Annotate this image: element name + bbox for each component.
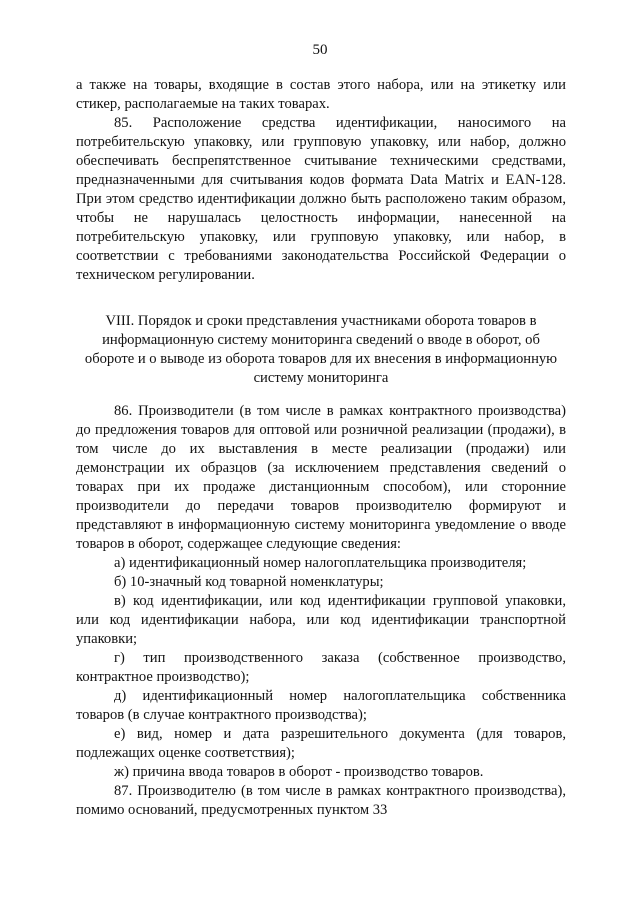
list-item-a: а) идентификационный номер налогоплательщика производителя;	[114, 555, 527, 571]
paragraph-87: 87. Производителю (в том числе в рамках контрактного производства), помимо оснований, предусмотренных пунктом 33	[76, 783, 566, 818]
list-item-zh: ж) причина ввода товаров в оборот - производство товаров.	[114, 764, 484, 780]
section-heading: VIII. Порядок и сроки представления участниками оборота товаров в информационную систему мониторинга сведений о вводе в оборот, об обороте и о выводе из оборота товаров для их внесения в информационную систему мониторинга	[84, 313, 558, 386]
list-item-e: е) вид, номер и дата разрешительного документа (для товаров, подлежащих оценке соответствия);	[76, 726, 566, 761]
document-body-2	[76, 402, 566, 820]
page-number: 50	[312, 42, 328, 58]
list-item-v: в) код идентификации, или код идентификации групповой упаковки, или код идентификации набора, или код идентификации транспортной упаковки;	[76, 593, 566, 647]
list-item-d: д) идентификационный номер налогоплательщика собственника товаров (в случае контрактного производства);	[76, 688, 566, 723]
paragraph-85: 85. Расположение средства идентификации, наносимого на потребительскую упаковку, или групповую упаковку, или набор, должно обеспечивать беспрепятственное считывание техническими средствами, предназначенными для считывания кодов формата Data Matrix и EAN-128. При этом средство идентификации должно быть расположено таким образом, чтобы не нарушалась целостность информации, нанесенной на потребительскую упаковку, или групповую упаковку, или набор, в соответствии с требованиями законодательства Российской Федерации о техническом регулировании.	[76, 115, 566, 283]
paragraph-intro: а также на товары, входящие в состав этого набора, или на этикетку или стикер, располагаемые на таких товарах.	[76, 77, 566, 112]
section-heading-block	[76, 312, 566, 388]
list-item-g: г) тип производственного заказа (собственное производство, контрактное производство);	[76, 650, 566, 685]
document-body	[76, 76, 566, 285]
list-item-b: б) 10-значный код товарной номенклатуры;	[114, 574, 384, 590]
paragraph-86: 86. Производители (в том числе в рамках контрактного производства) до предложения товаров для оптовой или розничной реализации (продажи), в том числе до их выставления в месте реализации (продажи) или демонстрации их образцов (за исключением представления сведений о товарах при их продаже дистанционным способом), или сторонние производители до передачи товаров производителю формируют и представляют в информационную систему мониторинга уведомление о вводе товаров в оборот, содержащее следующие сведения:	[76, 403, 566, 552]
